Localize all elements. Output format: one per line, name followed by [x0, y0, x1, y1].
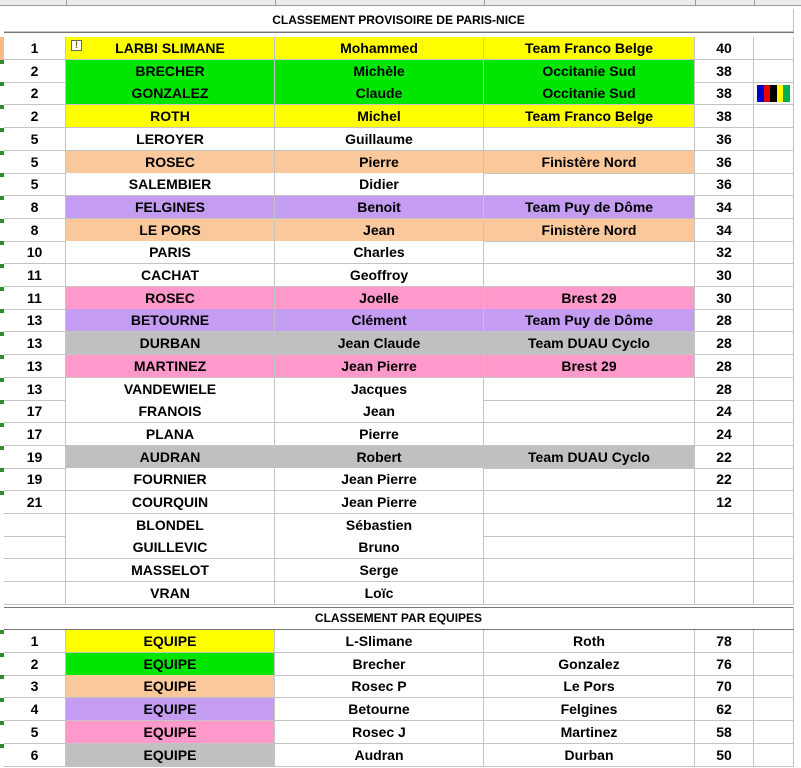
cell-marker	[0, 151, 4, 155]
team-cell[interactable]	[484, 491, 695, 514]
rider-row	[0, 196, 801, 219]
points-cell[interactable]	[695, 514, 754, 537]
cell-marker	[0, 400, 4, 404]
first-name-cell[interactable]: Geoffroy	[275, 264, 484, 287]
extra-cell[interactable]	[754, 514, 794, 537]
last-name-cell[interactable]: GONZALEZ	[66, 82, 275, 105]
last-name-cell[interactable]: BLONDEL	[66, 514, 275, 537]
team-rider1-cell[interactable]: Brecher	[275, 653, 484, 676]
team-ranking-title[interactable]: CLASSEMENT PAR EQUIPES	[4, 607, 794, 630]
cell-marker	[0, 468, 4, 472]
team-extra-cell[interactable]	[754, 653, 794, 676]
cell-marker	[0, 309, 4, 313]
rider-row	[0, 60, 801, 83]
first-name-cell[interactable]: Pierre	[275, 151, 484, 174]
column-header-strip	[0, 0, 801, 6]
rider-row	[0, 559, 801, 582]
last-name-cell[interactable]: ROTH	[66, 105, 275, 128]
flag-stripe	[757, 85, 764, 102]
rider-row	[0, 264, 801, 287]
first-name-cell[interactable]: Jean Claude	[275, 332, 484, 355]
first-name-cell[interactable]: Joelle	[275, 287, 484, 310]
cell-marker	[0, 378, 4, 382]
team-points-cell[interactable]: 70	[695, 675, 754, 698]
team-cell[interactable]	[484, 514, 695, 537]
extra-cell[interactable]	[754, 173, 794, 196]
team-rank-cell[interactable]: 2	[4, 653, 66, 676]
team-rank-cell[interactable]: 3	[4, 675, 66, 698]
points-cell[interactable]: 30	[695, 264, 754, 287]
cell-marker	[0, 653, 4, 657]
team-label-cell[interactable]: EQUIPE	[66, 653, 275, 676]
rank-cell[interactable]	[4, 514, 66, 537]
extra-cell[interactable]	[754, 37, 794, 60]
team-rider1-cell[interactable]: L-Slimane	[275, 630, 484, 653]
first-name-cell[interactable]: Jean Pierre	[275, 491, 484, 514]
rainbow-flag-icon	[757, 85, 790, 102]
first-name-cell[interactable]: Charles	[275, 241, 484, 264]
ranking-title[interactable]: CLASSEMENT PROVISOIRE DE PARIS-NICE	[4, 9, 794, 32]
rider-row	[0, 468, 801, 491]
cell-marker	[0, 82, 4, 86]
team-cell[interactable]: Occitanie Sud	[484, 82, 695, 105]
rider-row	[0, 378, 801, 401]
extra-cell[interactable]	[754, 491, 794, 514]
first-name-cell[interactable]: Serge	[275, 559, 484, 582]
first-name-cell[interactable]: Clément	[275, 309, 484, 332]
points-cell[interactable]: 22	[695, 446, 754, 469]
rider-row	[0, 128, 801, 151]
cell-marker	[0, 630, 4, 634]
rider-row	[0, 287, 801, 310]
extra-cell[interactable]	[754, 559, 794, 582]
last-name-cell[interactable]: PARIS	[66, 241, 275, 264]
rider-row	[0, 82, 801, 105]
first-name-cell[interactable]: Loïc	[275, 582, 484, 605]
column-divider	[754, 0, 755, 6]
last-name-cell[interactable]: FOURNIER	[66, 468, 275, 491]
points-cell[interactable]: 38	[695, 82, 754, 105]
extra-cell[interactable]	[754, 264, 794, 287]
extra-cell[interactable]	[754, 400, 794, 423]
flag-stripe	[764, 85, 771, 102]
rank-cell[interactable]: 17	[4, 400, 66, 423]
last-name-cell[interactable]: LEROYER	[66, 128, 275, 151]
extra-cell[interactable]	[754, 332, 794, 355]
points-cell[interactable]: 34	[695, 219, 754, 242]
points-cell[interactable]: 40	[695, 37, 754, 60]
column-divider	[66, 0, 67, 6]
rank-cell[interactable]: 5	[4, 173, 66, 196]
cell-marker	[0, 219, 4, 223]
last-name-cell[interactable]: FRANOIS	[66, 400, 275, 423]
rider-row	[0, 332, 801, 355]
team-cell[interactable]: Team Franco Belge	[484, 105, 695, 128]
warning-icon[interactable]: !	[71, 40, 82, 51]
last-name-cell[interactable]: LARBI SLIMANE	[66, 37, 275, 60]
team-rider1-cell[interactable]: Audran	[275, 744, 484, 767]
cell-marker	[0, 105, 4, 109]
team-cell[interactable]	[484, 264, 695, 287]
team-cell[interactable]: Finistère Nord	[484, 151, 695, 174]
points-cell[interactable]: 12	[695, 491, 754, 514]
extra-cell[interactable]	[754, 582, 794, 605]
team-cell[interactable]	[484, 582, 695, 605]
points-cell[interactable]: 36	[695, 151, 754, 174]
rank-cell[interactable]: 8	[4, 196, 66, 219]
team-cell[interactable]	[484, 423, 695, 446]
team-extra-cell[interactable]	[754, 675, 794, 698]
team-cell[interactable]: Team DUAU Cyclo	[484, 332, 695, 355]
cell-marker	[0, 491, 4, 495]
points-cell[interactable]: 24	[695, 423, 754, 446]
team-cell[interactable]: Team Puy de Dôme	[484, 196, 695, 219]
rank-cell[interactable]: 8	[4, 219, 66, 242]
flag-stripe	[770, 85, 777, 102]
rider-row	[0, 355, 801, 378]
first-name-cell[interactable]: Jean	[275, 219, 484, 242]
last-name-cell[interactable]: BETOURNE	[66, 309, 275, 332]
team-cell[interactable]: Occitanie Sud	[484, 60, 695, 83]
rank-cell[interactable]: 13	[4, 355, 66, 378]
team-rank-cell[interactable]: 4	[4, 698, 66, 721]
rank-cell[interactable]: 1	[4, 37, 66, 60]
rank-cell[interactable]: 21	[4, 491, 66, 514]
rank-cell[interactable]	[4, 582, 66, 605]
last-name-cell[interactable]: GUILLEVIC	[66, 536, 275, 559]
rank-cell[interactable]: 5	[4, 128, 66, 151]
rider-row	[0, 446, 801, 469]
points-cell[interactable]: 28	[695, 355, 754, 378]
cell-marker	[0, 241, 4, 245]
last-name-cell[interactable]: SALEMBIER	[66, 173, 275, 196]
first-name-cell[interactable]: Jacques	[275, 378, 484, 401]
cell-marker	[0, 173, 4, 177]
team-cell[interactable]	[484, 400, 695, 423]
last-name-cell[interactable]: ROSEC	[66, 287, 275, 310]
team-cell[interactable]	[484, 468, 695, 491]
points-cell[interactable]: 32	[695, 241, 754, 264]
extra-cell[interactable]	[754, 287, 794, 310]
cell-marker	[0, 287, 4, 291]
rider-row	[0, 400, 801, 423]
first-name-cell[interactable]: Didier	[275, 173, 484, 196]
rider-row	[0, 37, 801, 60]
extra-cell[interactable]	[754, 536, 794, 559]
rider-row	[0, 105, 801, 128]
extra-cell[interactable]	[754, 196, 794, 219]
rank-cell[interactable]: 10	[4, 241, 66, 264]
cell-marker	[0, 332, 4, 336]
rank-cell[interactable]: 17	[4, 423, 66, 446]
team-rider2-cell[interactable]: Gonzalez	[484, 653, 695, 676]
points-cell[interactable]: 38	[695, 60, 754, 83]
team-rider2-cell[interactable]: Le Pors	[484, 675, 695, 698]
cell-marker	[0, 60, 4, 64]
points-cell[interactable]: 28	[695, 378, 754, 401]
selected-row-marker	[0, 37, 4, 60]
rider-row	[0, 219, 801, 242]
team-rider1-cell[interactable]: Rosec J	[275, 721, 484, 744]
rank-cell[interactable]	[4, 559, 66, 582]
extra-cell[interactable]	[754, 309, 794, 332]
team-row	[0, 630, 801, 653]
cell-marker	[0, 721, 4, 725]
team-cell[interactable]: Team Franco Belge	[484, 37, 695, 60]
points-cell[interactable]: 28	[695, 309, 754, 332]
first-name-cell[interactable]: Jean Pierre	[275, 355, 484, 378]
team-cell[interactable]: Brest 29	[484, 355, 695, 378]
team-extra-cell[interactable]	[754, 698, 794, 721]
rank-cell[interactable]: 19	[4, 446, 66, 469]
team-rider1-cell[interactable]: Rosec P	[275, 675, 484, 698]
points-cell[interactable]: 28	[695, 332, 754, 355]
team-label-cell[interactable]: EQUIPE	[66, 630, 275, 653]
cell-marker	[0, 423, 4, 427]
points-cell[interactable]: 30	[695, 287, 754, 310]
rank-cell[interactable]: 13	[4, 378, 66, 401]
team-points-cell[interactable]: 50	[695, 744, 754, 767]
team-rider2-cell[interactable]: Martinez	[484, 721, 695, 744]
team-cell[interactable]	[484, 378, 695, 401]
first-name-cell[interactable]: Michèle	[275, 60, 484, 83]
first-name-cell[interactable]: Mohammed	[275, 37, 484, 60]
team-label-cell[interactable]: EQUIPE	[66, 698, 275, 721]
team-points-cell[interactable]: 62	[695, 698, 754, 721]
first-name-cell[interactable]: Robert	[275, 446, 484, 469]
rider-row	[0, 582, 801, 605]
points-cell[interactable]: 24	[695, 400, 754, 423]
cell-marker	[0, 355, 4, 359]
first-name-cell[interactable]: Guillaume	[275, 128, 484, 151]
last-name-cell[interactable]: FELGINES	[66, 196, 275, 219]
extra-cell[interactable]	[754, 128, 794, 151]
extra-cell[interactable]	[754, 105, 794, 128]
team-rank-cell[interactable]: 1	[4, 630, 66, 653]
extra-cell[interactable]	[754, 60, 794, 83]
rank-cell[interactable]: 11	[4, 287, 66, 310]
last-name-cell[interactable]: MARTINEZ	[66, 355, 275, 378]
points-cell[interactable]: 38	[695, 105, 754, 128]
team-extra-cell[interactable]	[754, 744, 794, 767]
rank-cell[interactable]: 2	[4, 82, 66, 105]
last-name-cell[interactable]: MASSELOT	[66, 559, 275, 582]
team-label-cell[interactable]: EQUIPE	[66, 675, 275, 698]
extra-cell[interactable]	[754, 355, 794, 378]
last-name-cell[interactable]: CACHAT	[66, 264, 275, 287]
points-cell[interactable]: 36	[695, 128, 754, 151]
cell-marker	[0, 675, 4, 679]
column-divider	[695, 0, 696, 6]
cell-marker	[0, 744, 4, 748]
team-label-cell[interactable]: EQUIPE	[66, 744, 275, 767]
last-name-cell[interactable]: COURQUIN	[66, 491, 275, 514]
rank-cell[interactable]: 2	[4, 60, 66, 83]
team-points-cell[interactable]: 78	[695, 630, 754, 653]
rider-row	[0, 423, 801, 446]
rank-cell[interactable]: 13	[4, 309, 66, 332]
team-rider2-cell[interactable]: Durban	[484, 744, 695, 767]
column-divider	[275, 0, 276, 6]
team-cell[interactable]	[484, 559, 695, 582]
points-cell[interactable]	[695, 559, 754, 582]
rider-row	[0, 309, 801, 332]
rider-row	[0, 514, 801, 537]
rider-row	[0, 491, 801, 514]
team-row	[0, 744, 801, 767]
rider-row	[0, 151, 801, 174]
extra-cell[interactable]	[754, 446, 794, 469]
first-name-cell[interactable]: Jean Pierre	[275, 468, 484, 491]
first-name-cell[interactable]: Jean	[275, 400, 484, 423]
first-name-cell[interactable]: Sébastien	[275, 514, 484, 537]
flag-stripe	[783, 85, 790, 102]
extra-cell[interactable]	[754, 378, 794, 401]
team-cell[interactable]	[484, 536, 695, 559]
rank-cell[interactable]: 2	[4, 105, 66, 128]
rank-cell[interactable]: 11	[4, 264, 66, 287]
first-name-cell[interactable]: Michel	[275, 105, 484, 128]
points-cell[interactable]: 22	[695, 468, 754, 491]
extra-cell[interactable]	[754, 423, 794, 446]
team-cell[interactable]: Team DUAU Cyclo	[484, 446, 695, 469]
cell-marker	[0, 698, 4, 702]
team-cell[interactable]	[484, 173, 695, 196]
cell-marker	[0, 264, 4, 268]
team-cell[interactable]: Brest 29	[484, 287, 695, 310]
points-cell[interactable]: 36	[695, 173, 754, 196]
rank-cell[interactable]: 13	[4, 332, 66, 355]
team-cell[interactable]	[484, 128, 695, 151]
team-extra-cell[interactable]	[754, 630, 794, 653]
team-rider2-cell[interactable]: Felgines	[484, 698, 695, 721]
team-points-cell[interactable]: 76	[695, 653, 754, 676]
team-label-cell[interactable]: EQUIPE	[66, 721, 275, 744]
team-cell[interactable]	[484, 241, 695, 264]
flag-stripe	[777, 85, 784, 102]
team-row	[0, 653, 801, 676]
rider-row	[0, 241, 801, 264]
rank-cell[interactable]	[4, 536, 66, 559]
rank-cell[interactable]: 19	[4, 468, 66, 491]
first-name-cell[interactable]: Pierre	[275, 423, 484, 446]
rank-cell[interactable]: 5	[4, 151, 66, 174]
first-name-cell[interactable]: Bruno	[275, 536, 484, 559]
cell-marker	[0, 196, 4, 200]
last-name-cell[interactable]: PLANA	[66, 423, 275, 446]
extra-cell[interactable]	[754, 241, 794, 264]
team-row	[0, 721, 801, 744]
first-name-cell[interactable]: Benoit	[275, 196, 484, 219]
team-rank-cell[interactable]: 6	[4, 744, 66, 767]
team-rider2-cell[interactable]: Roth	[484, 630, 695, 653]
team-cell[interactable]: Finistère Nord	[484, 219, 695, 242]
extra-cell[interactable]	[754, 219, 794, 242]
rider-row	[0, 173, 801, 196]
extra-cell[interactable]	[754, 468, 794, 491]
team-rider1-cell[interactable]: Betourne	[275, 698, 484, 721]
team-row	[0, 675, 801, 698]
last-name-cell[interactable]: ROSEC	[66, 151, 275, 174]
cell-marker	[0, 446, 4, 450]
last-name-cell[interactable]: VRAN	[66, 582, 275, 605]
last-name-cell[interactable]: VANDEWIELE	[66, 378, 275, 401]
last-name-cell[interactable]: AUDRAN	[66, 446, 275, 469]
first-name-cell[interactable]: Claude	[275, 82, 484, 105]
last-name-cell[interactable]: BRECHER	[66, 60, 275, 83]
points-cell[interactable]: 34	[695, 196, 754, 219]
points-cell[interactable]	[695, 582, 754, 605]
title-separator	[4, 32, 794, 33]
team-extra-cell[interactable]	[754, 721, 794, 744]
team-row	[0, 698, 801, 721]
rider-row	[0, 536, 801, 559]
team-points-cell[interactable]: 58	[695, 721, 754, 744]
cell-marker	[0, 128, 4, 132]
last-name-cell[interactable]: DURBAN	[66, 332, 275, 355]
last-name-cell[interactable]: LE PORS	[66, 219, 275, 242]
team-cell[interactable]: Team Puy de Dôme	[484, 309, 695, 332]
points-cell[interactable]	[695, 536, 754, 559]
column-divider	[484, 0, 485, 6]
extra-cell[interactable]	[754, 151, 794, 174]
team-rank-cell[interactable]: 5	[4, 721, 66, 744]
